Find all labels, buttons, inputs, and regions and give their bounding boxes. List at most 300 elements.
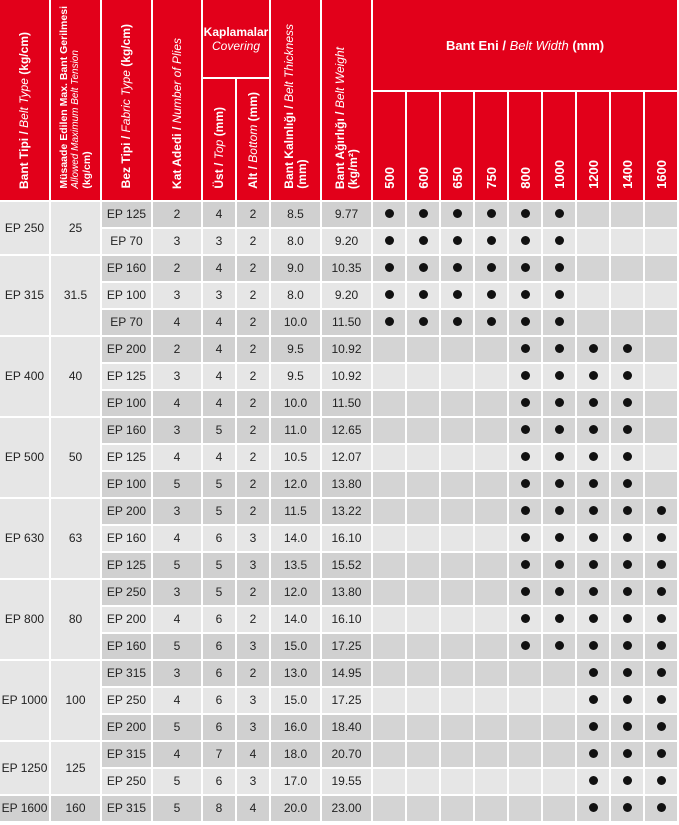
width-cell-600 xyxy=(407,769,439,794)
available-dot-icon xyxy=(555,236,564,245)
width-cell-500 xyxy=(373,526,405,551)
table-row xyxy=(0,688,677,713)
available-dot-icon xyxy=(555,344,564,353)
width-cell-1000 xyxy=(543,688,575,713)
bottom-cell: 3 xyxy=(237,553,269,578)
width-cell-1000 xyxy=(543,445,575,470)
available-dot-icon xyxy=(419,236,428,245)
tension-cell: 50 xyxy=(51,418,100,497)
tension-cell: 80 xyxy=(51,580,100,659)
bottom-cell: 2 xyxy=(237,607,269,632)
table-row xyxy=(0,742,677,767)
width-cell-600 xyxy=(407,229,439,254)
weight-cell: 11.50 xyxy=(322,391,371,416)
width-cell-500 xyxy=(373,256,405,281)
available-dot-icon xyxy=(589,614,598,623)
available-dot-icon xyxy=(589,398,598,407)
width-cell-500 xyxy=(373,553,405,578)
width-cell-1600 xyxy=(645,445,677,470)
bottom-cell: 3 xyxy=(237,688,269,713)
width-cell-1000 xyxy=(543,418,575,443)
width-cell-1600 xyxy=(645,580,677,605)
width-cell-500 xyxy=(373,769,405,794)
bottom-cell: 3 xyxy=(237,715,269,740)
available-dot-icon xyxy=(657,533,666,542)
available-dot-icon xyxy=(589,722,598,731)
top-cell: 4 xyxy=(203,337,235,362)
tension-cell: 40 xyxy=(51,337,100,416)
table-row xyxy=(0,499,677,524)
weight-cell: 10.35 xyxy=(322,256,371,281)
header-fabric-type: Bez Tipi / Fabric Type (kg/cm) xyxy=(102,0,151,200)
width-cell-1000 xyxy=(543,310,575,335)
width-cell-1200 xyxy=(577,634,609,659)
width-cell-1600 xyxy=(645,715,677,740)
available-dot-icon xyxy=(589,479,598,488)
belt-type-cell: EP 500 xyxy=(0,418,49,497)
fabric-cell: EP 125 xyxy=(102,553,151,578)
width-header-800: 800 xyxy=(509,92,541,199)
width-cell-1200 xyxy=(577,391,609,416)
available-dot-icon xyxy=(453,317,462,326)
top-cell: 4 xyxy=(203,256,235,281)
available-dot-icon xyxy=(589,452,598,461)
fabric-cell: EP 250 xyxy=(102,580,151,605)
width-cell-750 xyxy=(475,445,507,470)
header-thickness: Bant Kalınlığı / Belt Thickness (mm) xyxy=(271,0,320,200)
width-cell-800 xyxy=(509,796,541,821)
available-dot-icon xyxy=(521,587,530,596)
width-cell-1000 xyxy=(543,526,575,551)
width-cell-750 xyxy=(475,688,507,713)
available-dot-icon xyxy=(623,344,632,353)
width-cell-650 xyxy=(441,472,473,497)
top-cell: 4 xyxy=(203,310,235,335)
available-dot-icon xyxy=(419,263,428,272)
bottom-cell: 3 xyxy=(237,634,269,659)
available-dot-icon xyxy=(623,425,632,434)
weight-cell: 9.20 xyxy=(322,229,371,254)
table-row xyxy=(0,364,677,389)
width-cell-750 xyxy=(475,634,507,659)
tension-cell: 100 xyxy=(51,661,100,740)
top-cell: 4 xyxy=(203,364,235,389)
width-cell-1200 xyxy=(577,688,609,713)
available-dot-icon xyxy=(657,695,666,704)
tension-cell: 63 xyxy=(51,499,100,578)
bottom-cell: 2 xyxy=(237,418,269,443)
width-cell-800 xyxy=(509,661,541,686)
width-cell-600 xyxy=(407,661,439,686)
width-cell-600 xyxy=(407,553,439,578)
weight-cell: 16.10 xyxy=(322,526,371,551)
top-cell: 7 xyxy=(203,742,235,767)
available-dot-icon xyxy=(623,668,632,677)
weight-cell: 9.77 xyxy=(322,202,371,227)
width-cell-1000 xyxy=(543,256,575,281)
width-cell-1200 xyxy=(577,418,609,443)
available-dot-icon xyxy=(521,614,530,623)
plies-cell: 3 xyxy=(153,661,201,686)
table-row xyxy=(0,418,677,443)
available-dot-icon xyxy=(555,209,564,218)
bottom-cell: 2 xyxy=(237,580,269,605)
available-dot-icon xyxy=(623,749,632,758)
weight-cell: 9.20 xyxy=(322,283,371,308)
width-cell-1600 xyxy=(645,337,677,362)
top-cell: 6 xyxy=(203,715,235,740)
table-row xyxy=(0,445,677,470)
width-cell-1200 xyxy=(577,742,609,767)
top-cell: 6 xyxy=(203,607,235,632)
fabric-cell: EP 125 xyxy=(102,364,151,389)
available-dot-icon xyxy=(555,371,564,380)
width-cell-600 xyxy=(407,310,439,335)
tension-cell: 125 xyxy=(51,742,100,794)
thickness-cell: 9.5 xyxy=(271,337,320,362)
plies-cell: 4 xyxy=(153,391,201,416)
thickness-cell: 15.0 xyxy=(271,634,320,659)
available-dot-icon xyxy=(657,803,666,812)
available-dot-icon xyxy=(555,452,564,461)
available-dot-icon xyxy=(487,263,496,272)
thickness-cell: 10.5 xyxy=(271,445,320,470)
width-cell-600 xyxy=(407,391,439,416)
available-dot-icon xyxy=(657,776,666,785)
width-cell-1000 xyxy=(543,796,575,821)
fabric-cell: EP 160 xyxy=(102,418,151,443)
available-dot-icon xyxy=(555,398,564,407)
available-dot-icon xyxy=(453,236,462,245)
width-cell-800 xyxy=(509,256,541,281)
available-dot-icon xyxy=(487,317,496,326)
weight-cell: 23.00 xyxy=(322,796,371,821)
width-cell-1000 xyxy=(543,742,575,767)
available-dot-icon xyxy=(555,641,564,650)
plies-cell: 2 xyxy=(153,256,201,281)
available-dot-icon xyxy=(419,317,428,326)
width-cell-500 xyxy=(373,742,405,767)
width-cell-800 xyxy=(509,391,541,416)
fabric-cell: EP 250 xyxy=(102,769,151,794)
plies-cell: 3 xyxy=(153,229,201,254)
width-cell-650 xyxy=(441,499,473,524)
table-row xyxy=(0,391,677,416)
width-cell-1600 xyxy=(645,769,677,794)
width-cell-1400 xyxy=(611,310,643,335)
available-dot-icon xyxy=(521,371,530,380)
available-dot-icon xyxy=(623,506,632,515)
width-cell-1600 xyxy=(645,688,677,713)
plies-cell: 2 xyxy=(153,202,201,227)
fabric-cell: EP 100 xyxy=(102,391,151,416)
width-cell-800 xyxy=(509,229,541,254)
width-cell-600 xyxy=(407,796,439,821)
width-cell-750 xyxy=(475,526,507,551)
table-row xyxy=(0,472,677,497)
available-dot-icon xyxy=(657,587,666,596)
width-cell-500 xyxy=(373,229,405,254)
width-cell-800 xyxy=(509,337,541,362)
weight-cell: 14.95 xyxy=(322,661,371,686)
width-cell-650 xyxy=(441,364,473,389)
width-cell-800 xyxy=(509,634,541,659)
available-dot-icon xyxy=(521,317,530,326)
width-cell-1200 xyxy=(577,769,609,794)
width-cell-800 xyxy=(509,688,541,713)
width-cell-1200 xyxy=(577,715,609,740)
width-cell-500 xyxy=(373,283,405,308)
width-cell-500 xyxy=(373,364,405,389)
width-cell-1400 xyxy=(611,229,643,254)
table-row xyxy=(0,580,677,605)
weight-cell: 10.92 xyxy=(322,364,371,389)
available-dot-icon xyxy=(589,695,598,704)
width-header-650: 650 xyxy=(441,92,473,199)
width-cell-500 xyxy=(373,796,405,821)
width-cell-1000 xyxy=(543,634,575,659)
belt-type-cell: EP 800 xyxy=(0,580,49,659)
available-dot-icon xyxy=(589,641,598,650)
available-dot-icon xyxy=(623,398,632,407)
width-cell-650 xyxy=(441,742,473,767)
available-dot-icon xyxy=(623,371,632,380)
available-dot-icon xyxy=(623,560,632,569)
width-header-1400: 1400 xyxy=(611,92,643,199)
weight-cell: 17.25 xyxy=(322,688,371,713)
width-cell-750 xyxy=(475,364,507,389)
fabric-cell: EP 315 xyxy=(102,796,151,821)
plies-cell: 2 xyxy=(153,337,201,362)
available-dot-icon xyxy=(657,722,666,731)
width-header-1200: 1200 xyxy=(577,92,609,199)
plies-cell: 5 xyxy=(153,634,201,659)
plies-cell: 5 xyxy=(153,769,201,794)
available-dot-icon xyxy=(453,263,462,272)
width-cell-1600 xyxy=(645,472,677,497)
available-dot-icon xyxy=(555,533,564,542)
width-cell-650 xyxy=(441,769,473,794)
top-cell: 3 xyxy=(203,229,235,254)
width-cell-1400 xyxy=(611,445,643,470)
width-cell-600 xyxy=(407,202,439,227)
plies-cell: 4 xyxy=(153,310,201,335)
width-cell-1200 xyxy=(577,445,609,470)
width-cell-650 xyxy=(441,418,473,443)
width-cell-800 xyxy=(509,445,541,470)
width-cell-500 xyxy=(373,634,405,659)
bottom-cell: 2 xyxy=(237,229,269,254)
width-cell-1600 xyxy=(645,418,677,443)
available-dot-icon xyxy=(521,236,530,245)
available-dot-icon xyxy=(453,290,462,299)
top-cell: 4 xyxy=(203,445,235,470)
plies-cell: 4 xyxy=(153,526,201,551)
thickness-cell: 9.5 xyxy=(271,364,320,389)
thickness-cell: 10.0 xyxy=(271,310,320,335)
width-cell-650 xyxy=(441,796,473,821)
width-cell-650 xyxy=(441,715,473,740)
table-row xyxy=(0,310,677,335)
table-row xyxy=(0,796,677,821)
width-cell-600 xyxy=(407,580,439,605)
table-row xyxy=(0,229,677,254)
width-cell-600 xyxy=(407,526,439,551)
available-dot-icon xyxy=(623,452,632,461)
belt-type-cell: EP 1000 xyxy=(0,661,49,740)
fabric-cell: EP 100 xyxy=(102,472,151,497)
thickness-cell: 16.0 xyxy=(271,715,320,740)
width-cell-800 xyxy=(509,310,541,335)
width-cell-600 xyxy=(407,337,439,362)
table-row xyxy=(0,634,677,659)
thickness-cell: 8.0 xyxy=(271,283,320,308)
header-belt-type: Bant Tipi / Belt Type (kg/cm) xyxy=(0,0,49,200)
fabric-cell: EP 160 xyxy=(102,256,151,281)
bottom-cell: 2 xyxy=(237,472,269,497)
width-cell-1400 xyxy=(611,202,643,227)
width-cell-1400 xyxy=(611,607,643,632)
available-dot-icon xyxy=(487,236,496,245)
width-cell-800 xyxy=(509,364,541,389)
width-cell-1000 xyxy=(543,472,575,497)
width-cell-1200 xyxy=(577,256,609,281)
available-dot-icon xyxy=(589,749,598,758)
thickness-cell: 11.0 xyxy=(271,418,320,443)
width-cell-1600 xyxy=(645,553,677,578)
available-dot-icon xyxy=(521,344,530,353)
width-cell-1600 xyxy=(645,202,677,227)
width-cell-500 xyxy=(373,499,405,524)
width-cell-750 xyxy=(475,472,507,497)
available-dot-icon xyxy=(623,641,632,650)
available-dot-icon xyxy=(555,263,564,272)
width-cell-1200 xyxy=(577,796,609,821)
width-cell-1000 xyxy=(543,769,575,794)
width-cell-750 xyxy=(475,715,507,740)
plies-cell: 5 xyxy=(153,715,201,740)
width-cell-1600 xyxy=(645,256,677,281)
width-cell-750 xyxy=(475,283,507,308)
width-cell-1000 xyxy=(543,607,575,632)
thickness-cell: 12.0 xyxy=(271,580,320,605)
width-cell-750 xyxy=(475,553,507,578)
width-cell-750 xyxy=(475,337,507,362)
width-cell-600 xyxy=(407,256,439,281)
bottom-cell: 3 xyxy=(237,526,269,551)
top-cell: 5 xyxy=(203,418,235,443)
available-dot-icon xyxy=(555,479,564,488)
width-cell-600 xyxy=(407,715,439,740)
available-dot-icon xyxy=(487,290,496,299)
width-cell-1200 xyxy=(577,607,609,632)
width-cell-800 xyxy=(509,526,541,551)
available-dot-icon xyxy=(657,560,666,569)
available-dot-icon xyxy=(623,614,632,623)
width-cell-650 xyxy=(441,688,473,713)
bottom-cell: 2 xyxy=(237,256,269,281)
width-cell-1200 xyxy=(577,472,609,497)
width-cell-500 xyxy=(373,310,405,335)
weight-cell: 20.70 xyxy=(322,742,371,767)
width-cell-1400 xyxy=(611,472,643,497)
header-max-tension: Müsaade Edilen Max. Bant Gerilmesi Allowed Maximum Belt Tension (kg/cm) xyxy=(51,0,100,200)
plies-cell: 3 xyxy=(153,580,201,605)
fabric-cell: EP 315 xyxy=(102,742,151,767)
available-dot-icon xyxy=(623,695,632,704)
fabric-cell: EP 200 xyxy=(102,499,151,524)
available-dot-icon xyxy=(623,722,632,731)
width-cell-1000 xyxy=(543,202,575,227)
bottom-cell: 2 xyxy=(237,661,269,686)
width-cell-1600 xyxy=(645,283,677,308)
thickness-cell: 9.0 xyxy=(271,256,320,281)
width-cell-1200 xyxy=(577,283,609,308)
weight-cell: 13.22 xyxy=(322,499,371,524)
bottom-cell: 4 xyxy=(237,742,269,767)
header-covering: Kaplamalar Covering xyxy=(203,0,269,77)
weight-cell: 11.50 xyxy=(322,310,371,335)
width-cell-800 xyxy=(509,418,541,443)
top-cell: 3 xyxy=(203,283,235,308)
top-cell: 6 xyxy=(203,688,235,713)
header-belt-width: Bant Eni / Belt Width (mm) xyxy=(373,0,677,90)
width-cell-1600 xyxy=(645,229,677,254)
available-dot-icon xyxy=(555,587,564,596)
width-cell-650 xyxy=(441,526,473,551)
width-cell-1600 xyxy=(645,607,677,632)
weight-cell: 18.40 xyxy=(322,715,371,740)
weight-cell: 13.80 xyxy=(322,472,371,497)
width-cell-650 xyxy=(441,283,473,308)
width-cell-1400 xyxy=(611,499,643,524)
width-header-500: 500 xyxy=(373,92,405,199)
fabric-cell: EP 200 xyxy=(102,337,151,362)
available-dot-icon xyxy=(623,803,632,812)
width-cell-1400 xyxy=(611,634,643,659)
width-cell-1000 xyxy=(543,715,575,740)
fabric-cell: EP 200 xyxy=(102,715,151,740)
table-row xyxy=(0,256,677,281)
width-cell-800 xyxy=(509,607,541,632)
width-cell-1400 xyxy=(611,418,643,443)
width-cell-1600 xyxy=(645,526,677,551)
thickness-cell: 11.5 xyxy=(271,499,320,524)
available-dot-icon xyxy=(521,398,530,407)
width-cell-600 xyxy=(407,607,439,632)
available-dot-icon xyxy=(385,209,394,218)
weight-cell: 10.92 xyxy=(322,337,371,362)
width-cell-600 xyxy=(407,418,439,443)
width-cell-650 xyxy=(441,202,473,227)
width-cell-750 xyxy=(475,661,507,686)
header-bottom: Alt / Bottom (mm) xyxy=(237,79,269,200)
thickness-cell: 14.0 xyxy=(271,526,320,551)
width-cell-1200 xyxy=(577,553,609,578)
fabric-cell: EP 125 xyxy=(102,445,151,470)
thickness-cell: 8.0 xyxy=(271,229,320,254)
width-cell-1200 xyxy=(577,526,609,551)
available-dot-icon xyxy=(385,236,394,245)
available-dot-icon xyxy=(555,317,564,326)
width-cell-750 xyxy=(475,310,507,335)
width-cell-1400 xyxy=(611,256,643,281)
width-cell-1600 xyxy=(645,742,677,767)
width-cell-650 xyxy=(441,256,473,281)
available-dot-icon xyxy=(555,614,564,623)
available-dot-icon xyxy=(589,533,598,542)
table-row xyxy=(0,337,677,362)
